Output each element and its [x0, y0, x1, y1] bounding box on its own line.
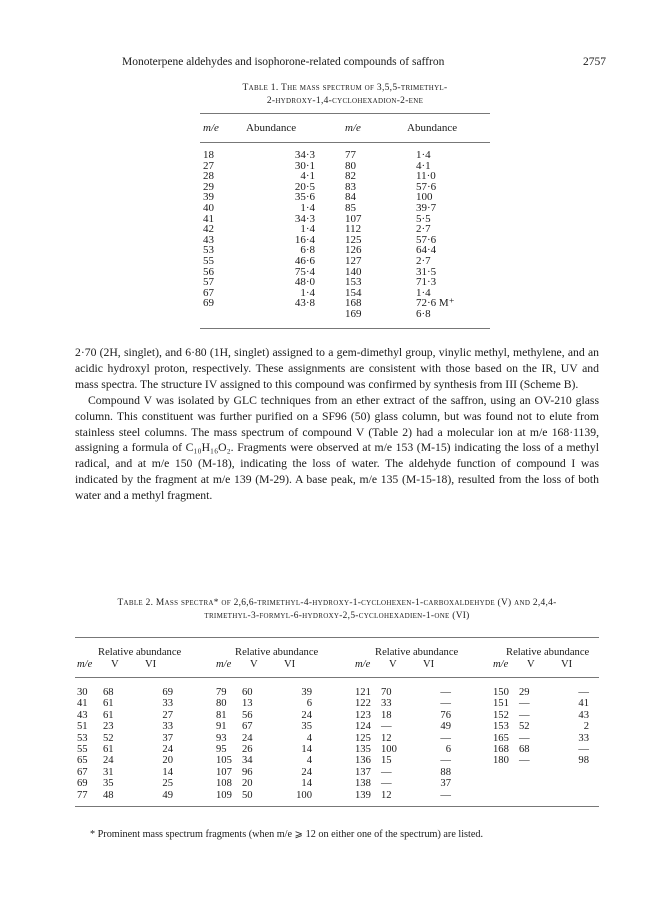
table1-cell: 75·4 [294, 265, 315, 278]
table2-cell: 6 [445, 743, 451, 755]
table1-cell: 4·1 [416, 159, 431, 172]
table2-cell: 41 [578, 698, 589, 710]
table1-cell: 100 [416, 191, 433, 204]
table2-cell: 67 [242, 721, 253, 733]
table2-cell: 33 [162, 721, 173, 733]
table1-cell: 57·6 [416, 233, 437, 246]
table2-cell: 48 [103, 789, 114, 801]
paragraph-1: 2·70 (2H, singlet), and 6·80 (1H, singlet) assigned to a gem-dimethyl group, vinylic methyl, methylene, and an acidic hydroxyl proton, respectively. These assignments are consistent with those based on the IR, UV and mass spectra. The structure IV assigned to this compound was confirmed by synthesis from III (Scheme B). [75, 346, 599, 391]
table2-cell: 100 [381, 743, 397, 755]
table2-cell: 68 [103, 687, 114, 698]
table1-cell: 83 [345, 180, 356, 193]
table1-header-abundance1: Abundance [246, 122, 297, 134]
running-title: Monoterpene aldehydes and isophorone-related compounds of saffron [122, 56, 445, 68]
table1-row [200, 309, 490, 320]
table2-cell: 24 [103, 755, 114, 767]
table1-cell: 2·7 [416, 254, 431, 267]
table2-cell: 49 [440, 721, 451, 733]
table2-row [75, 755, 599, 766]
table2-cell: 136 [355, 755, 371, 767]
table1-cell: 34·3 [294, 212, 315, 225]
table1-cell: 40 [203, 201, 214, 214]
table2-cell: 81 [216, 709, 227, 721]
table2-cell: — [440, 698, 451, 710]
table2-top-rule [75, 637, 599, 638]
table2-cell: 125 [355, 732, 371, 744]
table2-cell: 139 [355, 789, 371, 801]
table2-cell: 77 [77, 789, 88, 801]
table2-cell: 123 [355, 709, 371, 721]
table2-subheader: VI [284, 659, 296, 670]
table2-cell: 151 [493, 698, 509, 710]
table2-cell: 14 [162, 766, 173, 778]
table2-cell: 35 [301, 721, 312, 733]
table2-cell: 20 [242, 778, 253, 790]
table2-cell: 80 [216, 698, 227, 710]
table2-cell: 180 [493, 755, 509, 767]
table2-cell: — [440, 755, 451, 767]
table2-subheader: m/e [216, 659, 232, 670]
running-header [0, 56, 672, 76]
table2-cell: 69 [162, 687, 173, 698]
table2-cell: 26 [242, 743, 253, 755]
table2-cell: 150 [493, 687, 509, 698]
table2-cell: 33 [162, 698, 173, 710]
table2-caption-line2: trimethyl-3-formyl-6-hydroxy-2,5-cyclohexadien-1-one (VI) [204, 611, 470, 621]
table1-row [200, 256, 490, 267]
page-number: 2757 [583, 56, 606, 68]
table1-cell: 80 [345, 159, 356, 172]
table1-cell: 6·8 [300, 244, 315, 257]
table2-cell: 95 [216, 743, 227, 755]
table1-cell: 1·4 [300, 201, 315, 214]
table2-cell: 91 [216, 721, 227, 733]
table2-cell: 23 [103, 721, 114, 733]
table2-cell: 24 [301, 766, 312, 778]
table2-subheader: m/e [77, 659, 93, 670]
table2-cell: 24 [162, 743, 173, 755]
table1-cell: 82 [345, 170, 356, 183]
table1-header-me2: m/e [345, 122, 361, 134]
table2-group-header-3: Relative abundance [375, 647, 459, 658]
table1-cell: 154 [345, 286, 362, 299]
table2-cell: 124 [355, 721, 371, 733]
table2-group-header-2: Relative abundance [235, 647, 319, 658]
table1-cell: 69 [203, 297, 214, 310]
table2-caption-line1: Table 2. Mass spectra* of 2,6,6-trimethyl-4-hydroxy-1-cyclohexen-1-carboxaldehyde (V) and 2,4,4- [117, 598, 557, 608]
table2-row [75, 687, 599, 698]
table2-cell: 12 [381, 789, 392, 801]
table1-cell: 112 [345, 223, 362, 236]
table2-cell: 56 [242, 709, 253, 721]
table2-cell: 34 [242, 755, 253, 767]
table2-cell: 93 [216, 732, 227, 744]
table1-cell: 2·7 [416, 223, 431, 236]
table1-cell: 39·7 [416, 201, 437, 214]
table2-cell: 109 [216, 789, 232, 801]
table1-cell: 1·4 [300, 286, 315, 299]
table2-cell: 121 [355, 687, 371, 698]
table2-cell: 12 [381, 732, 392, 744]
table1-cell: 153 [345, 276, 362, 289]
table2-cell: — [578, 743, 589, 755]
table1-body [200, 150, 490, 320]
table1-cell: 1·4 [416, 149, 431, 161]
table2-cell: 55 [77, 743, 88, 755]
table2-cell: 14 [301, 778, 312, 790]
table1-cell: 72·6 M⁺ [416, 297, 455, 310]
table2-cell: 135 [355, 743, 371, 755]
table1-cell: 57·6 [416, 180, 437, 193]
table1-cell: 46·6 [294, 254, 315, 267]
table2-cell: 152 [493, 709, 509, 721]
table2-cell: 61 [103, 698, 114, 710]
table2-cell: 31 [103, 766, 114, 778]
table2-cell: — [440, 789, 451, 801]
table2-cell: 52 [103, 732, 114, 744]
table1-cell: 140 [345, 265, 362, 278]
table2-cell: 100 [296, 789, 312, 801]
table2-cell: 98 [578, 755, 589, 767]
table1-cell: 35·6 [294, 191, 315, 204]
table1-cell: 169 [345, 307, 362, 320]
table2-cell: 153 [493, 721, 509, 733]
table2-cell: 49 [162, 789, 173, 801]
table1-cell: 56 [203, 265, 214, 278]
table1-cell: 43 [203, 233, 214, 246]
table1-bottom-rule [200, 328, 490, 329]
table2-cell: 4 [306, 755, 312, 767]
table1-cell: 64·4 [416, 244, 437, 257]
table2-cell: 35 [103, 778, 114, 790]
table1-cell: 168 [345, 297, 362, 310]
table2-cell: 18 [381, 709, 392, 721]
table1-cell: 84 [345, 191, 356, 204]
body-text [75, 345, 599, 504]
table2-cell: 43 [77, 709, 88, 721]
table1-caption-line1: Table 1. The mass spectrum of 3,5,5-trimethyl- [242, 83, 448, 93]
table1-cell: 43·8 [294, 297, 315, 310]
table1-top-rule [200, 113, 490, 114]
table2-cell: 52 [519, 721, 530, 733]
table1-cell: 107 [345, 212, 362, 225]
table1-cell: 11·0 [416, 170, 436, 183]
table2-cell: 29 [519, 687, 530, 698]
table2-cell: 79 [216, 687, 227, 698]
table2-row [75, 767, 599, 778]
table2-cell: 53 [77, 732, 88, 744]
table2-cell: 70 [381, 687, 392, 698]
table2-subheader: V [111, 659, 119, 670]
table2-cell: 13 [242, 698, 253, 710]
table1-cell: 42 [203, 223, 214, 236]
table1-cell: 4·1 [300, 170, 315, 183]
table2-cell: 14 [301, 743, 312, 755]
table1-header-me1: m/e [203, 122, 219, 134]
table2-cell: 27 [162, 709, 173, 721]
table2-cell: 61 [103, 743, 114, 755]
table2-row [75, 721, 599, 732]
table2-cell: 30 [77, 687, 88, 698]
table1-cell: 39 [203, 191, 214, 204]
table2-cell: 168 [493, 743, 509, 755]
table2-caption [75, 597, 599, 623]
table2-cell: — [519, 732, 530, 744]
table2-cell: 37 [440, 778, 451, 790]
table2-cell: — [440, 687, 451, 698]
table2-cell: 20 [162, 755, 173, 767]
table2-cell: 76 [440, 709, 451, 721]
table2-cell: 137 [355, 766, 371, 778]
table2-sub-headers [75, 659, 599, 672]
table2-subheader: VI [423, 659, 435, 670]
table1-cell: 48·0 [294, 276, 315, 289]
table2-cell: 24 [242, 732, 253, 744]
table2-bottom-rule [75, 806, 599, 807]
table1-cell: 20·5 [294, 180, 315, 193]
table1-cell: 5·5 [416, 212, 431, 225]
table2-subheader: VI [561, 659, 573, 670]
table2-subheader: m/e [355, 659, 371, 670]
table1-header-abundance2: Abundance [407, 122, 458, 134]
table2-cell: — [381, 721, 392, 733]
table2-cell: 69 [77, 778, 88, 790]
table2-cell: — [578, 687, 589, 698]
table2-cell: — [381, 778, 392, 790]
table2-cell: — [519, 698, 530, 710]
table2-row [75, 790, 599, 801]
table2-subheader: V [250, 659, 258, 670]
table1-cell: 6·8 [416, 307, 431, 320]
table1-cell: 18 [203, 149, 214, 161]
table1-header-rule [200, 142, 490, 143]
table2-cell: 65 [77, 755, 88, 767]
table2-cell: 68 [519, 743, 530, 755]
table2-row [75, 744, 599, 755]
table2-cell: 51 [77, 721, 88, 733]
table2-cell: 50 [242, 789, 253, 801]
table1-cell: 30·1 [294, 159, 315, 172]
table2-cell: 138 [355, 778, 371, 790]
table2-cell: 39 [301, 687, 312, 698]
table2-cell: 96 [242, 766, 253, 778]
table1-cell: 125 [345, 233, 362, 246]
table1-caption-line2: 2-hydroxy-1,4-cyclohexadion-2-ene [266, 96, 424, 106]
table2-group-header-4: Relative abundance [506, 647, 590, 658]
table2-cell: 25 [162, 778, 173, 790]
table2-cell: 41 [77, 698, 88, 710]
table1-cell: 67 [203, 286, 214, 299]
table1-cell: 127 [345, 254, 362, 267]
table1-row [200, 203, 490, 214]
table1-cell: 1·4 [416, 286, 431, 299]
table1-cell: 1·4 [300, 223, 315, 236]
table2-cell: 15 [381, 755, 392, 767]
table2-subheader: VI [145, 659, 157, 670]
table2-cell: 33 [578, 732, 589, 744]
table2-cell: 33 [381, 698, 392, 710]
table2-cell: — [519, 709, 530, 721]
table2-cell: 24 [301, 709, 312, 721]
table1-cell: 16·4 [294, 233, 315, 246]
table1-row [200, 150, 490, 161]
table1-cell: 71·3 [416, 276, 437, 289]
table1-header-row [200, 122, 490, 138]
table2-cell: 165 [493, 732, 509, 744]
table2-row [75, 778, 599, 789]
table2-row [75, 698, 599, 709]
table2-cell: 60 [242, 687, 253, 698]
table2-subheader: V [527, 659, 535, 670]
table2-row [75, 733, 599, 744]
table1-cell: 55 [203, 254, 214, 267]
table2-cell: 61 [103, 709, 114, 721]
table1-cell: 29 [203, 180, 214, 193]
table2-row [75, 710, 599, 721]
table2-cell: 2 [583, 721, 589, 733]
table2-cell: 122 [355, 698, 371, 710]
table2-cell: 37 [162, 732, 173, 744]
table2-cell: 108 [216, 778, 232, 790]
table1-cell: 34·3 [294, 149, 315, 161]
table2-header-rule [75, 677, 599, 678]
table1-cell: 41 [203, 212, 214, 225]
table2-footnote: * Prominent mass spectrum fragments (when m/e ⩾ 12 on either one of the spectrum) are listed. [90, 829, 484, 840]
table2-subheader: m/e [493, 659, 509, 670]
table1-cell: 27 [203, 159, 214, 172]
table2-body [75, 687, 599, 801]
table2-cell: 88 [440, 766, 451, 778]
table2-subheader: V [389, 659, 397, 670]
table2-cell: 105 [216, 755, 232, 767]
table1-cell: 53 [203, 244, 214, 257]
table1-cell: 31·5 [416, 265, 437, 278]
table1-cell: 57 [203, 276, 214, 289]
table2-cell: 43 [578, 709, 589, 721]
table1-caption [200, 82, 490, 108]
table2-cell: — [381, 766, 392, 778]
table2-cell: — [519, 755, 530, 767]
table2-cell: — [440, 732, 451, 744]
table1-cell: 85 [345, 201, 356, 214]
table1-cell: 28 [203, 170, 214, 183]
paragraph-2: Compound V was isolated by GLC techniques from an ether extract of the saffron, using an OV-210 glass column. This constituent was further purified on a SF96 (50) glass column, but was found not to elute from stainless steel columns. The mass spectrum of compound V (Table 2) had a molecular ion at m/e 168·1139, assigning a formula of C₁₀H₁₆O₂. Fragments were observed at m/e 153 (M-15) indicating the loss of a methyl radical, and at m/e 150 (M-18), indicating the loss of water. The aldehyde function of compound I was indicated by the fragment at m/e 139 (M-29). A base peak, m/e 135 (M-15-18), resulted from the loss of both water and a methyl fragment. [75, 393, 599, 503]
table1-cell: 126 [345, 244, 362, 257]
table2-cell: 67 [77, 766, 88, 778]
table1-cell: 77 [345, 149, 356, 161]
table2-group-header-1: Relative abundance [98, 647, 182, 658]
table2-cell: 4 [306, 732, 312, 744]
table2-cell: 107 [216, 766, 232, 778]
table2-cell: 6 [306, 698, 312, 710]
